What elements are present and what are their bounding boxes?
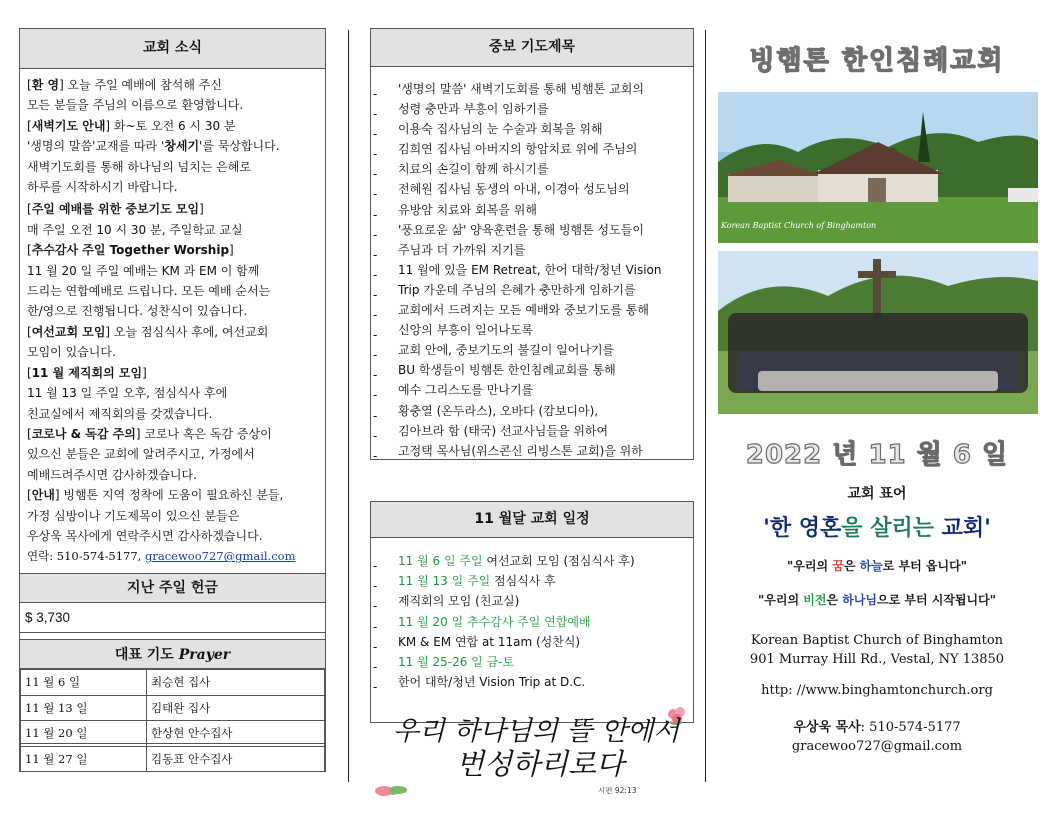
- middle-column: [370, 28, 694, 690]
- photo-caption: Korean Baptist Church of Binghamton: [721, 221, 877, 230]
- prayer-date: 11 월 6 일: [21, 670, 147, 696]
- news-line: 새벽기도회를 통해 하나님의 넘치는 은혜로: [27, 159, 251, 174]
- prayer-requests-box: [370, 28, 694, 460]
- calligraphy-verse: [390, 702, 690, 798]
- news-body: [20, 69, 325, 567]
- table-row: [21, 746, 325, 772]
- church-building-photo: [718, 92, 1038, 243]
- news-line: 모든 분들을 주님의 이름으로 환영합니다.: [27, 98, 244, 113]
- table-row: [21, 695, 325, 721]
- news-line: [코로나 & 독감 주의] 코로나 혹은 독감 증상이: [27, 426, 272, 441]
- list-item: - 11 월에 있을 EM Retreat, 한어 대학/청년 Vision: [371, 260, 687, 280]
- column-divider-left: [348, 30, 349, 782]
- pastor-contact: [716, 718, 1038, 756]
- left-column: [19, 28, 326, 766]
- news-title: 교회 소식: [20, 29, 325, 69]
- church-title: 빙햄톤 한인침례교회: [749, 46, 1005, 76]
- news-line: 하루를 시작하시기 바랍니다.: [27, 180, 178, 195]
- list-item: - KM & EM 연합 at 11am (성찬식): [371, 632, 689, 652]
- contact-email-link[interactable]: gracewoo727@gmail.com: [145, 549, 296, 564]
- congregation-photo: [718, 251, 1038, 414]
- list-item: - 교회에서 드려지는 모든 예배와 중보기도를 통해: [371, 300, 687, 320]
- calligraphy-line1: 우리 하나님의 뜰 안에서: [392, 716, 680, 747]
- news-line: [11 월 제직회의 모임]: [27, 365, 147, 380]
- prayer-name: 김동표 안수집사: [147, 746, 325, 772]
- list-item: - 유방암 치료와 회복을 위해: [371, 200, 687, 220]
- table-row: [21, 670, 325, 696]
- news-line: [추수감사 주일 Together Worship]: [27, 243, 234, 258]
- calligraphy-line2: 번성하리로다: [455, 747, 625, 781]
- church-website[interactable]: http: //www.binghamtonchurch.org: [761, 683, 993, 698]
- prayer-date: 11 월 27 일: [21, 746, 147, 772]
- news-line: [환 영] 오늘 주일 예배에 참석해 주신: [27, 78, 222, 92]
- list-item: - 11 월 25-26 일 금-토: [371, 652, 689, 672]
- flower-icon: [372, 782, 412, 800]
- news-line: 매 주일 오전 10 시 30 분, 주일학교 교실: [27, 222, 243, 237]
- list-item: - 주님과 더 가까워 지기를: [371, 240, 687, 260]
- schedule-title: 11 월달 교회 일정: [371, 502, 693, 538]
- bulletin-date: 2022 년 11 월 6 일: [745, 440, 1009, 470]
- list-item: - '생명의 말씀' 새벽기도회를 통해 빙햄톤 교회의: [371, 79, 687, 99]
- church-address: [716, 631, 1038, 669]
- news-line: 우상욱 목사에게 연락주시면 감사하겠습니다.: [27, 528, 263, 543]
- requests-list: [371, 67, 693, 461]
- prayer-section: [19, 636, 326, 772]
- schedule-list: [371, 538, 693, 692]
- news-line: 드리는 연합예배로 드립니다. 모든 예배 순서는: [27, 284, 271, 299]
- vision-line-1: "우리의 꿈은 하늘로 부터 옵니다": [787, 559, 967, 573]
- offering-title: 지난 주일 헌금: [20, 573, 325, 603]
- list-item: - '풍요로운 삶' 양육훈련을 통해 빙햄톤 성도들이: [371, 220, 687, 240]
- list-item: - 11 월 13 일 주일 점심식사 후: [371, 571, 689, 591]
- table-row: [21, 721, 325, 747]
- list-item: - 치료의 손길이 함께 하시기를: [371, 159, 687, 179]
- list-item: - 11 월 20 일 추수감사 주일 연합예배: [371, 612, 689, 632]
- news-line: 한/영으로 진행됩니다. 성찬식이 있습니다.: [27, 304, 248, 319]
- pastor-email[interactable]: gracewoo727@gmail.com: [791, 739, 963, 754]
- news-line: [여선교회 모임] 오늘 점심식사 후에, 여선교회: [27, 324, 269, 339]
- list-item: - BU 학생들이 빙햄톤 한인침례교회를 통해: [371, 360, 687, 380]
- church-motto: '한 영혼을 살리는 교회': [763, 516, 991, 541]
- church-street-address: 901 Murray Hill Rd., Vestal, NY 13850: [749, 652, 1005, 667]
- calligraphy-ref: 시편 92:13: [598, 786, 637, 795]
- list-item: - 황충열 (온두라스), 오바다 (캄보디아),: [371, 401, 687, 421]
- prayer-date: 11 월 20 일: [21, 721, 147, 747]
- list-item: - Trip 가운데 주님의 은혜가 충만하게 임하기를: [371, 280, 687, 300]
- prayer-name: 한상현 안수집사: [147, 721, 325, 747]
- requests-title: 중보 기도제목: [371, 29, 693, 67]
- motto-label: 교회 표어: [847, 486, 907, 502]
- news-line: [안내] 빙햄톤 지역 정착에 도움이 필요하신 분들,: [27, 488, 284, 503]
- church-name-en: Korean Baptist Church of Binghamton: [750, 633, 1004, 648]
- list-item: - 한어 대학/청년 Vision Trip at D.C.: [371, 672, 689, 692]
- news-line: [새벽기도 안내] 화~토 오전 6 시 30 분: [27, 118, 236, 133]
- contact-line: 연락: 510-574-5177, gracewoo727@gmail.com: [27, 549, 296, 564]
- news-line: '생명의 말씀'교재를 따라 '창세기'를 묵상합니다.: [27, 139, 280, 154]
- prayer-date: 11 월 13 일: [21, 695, 147, 721]
- prayer-name: 김태완 집사: [147, 695, 325, 721]
- list-item: - 김희연 집사님 아버지의 항암치료 위에 주님의: [371, 139, 687, 159]
- prayer-table: [20, 669, 325, 772]
- news-line: 예배드려주시면 감사하겠습니다.: [27, 467, 197, 482]
- offering-section: [19, 573, 326, 633]
- pastor-phone: : 510-574-5177: [860, 720, 961, 735]
- vision-line-2: "우리의 비전은 하나님으로 부터 시작됩니다": [758, 593, 996, 607]
- news-line: 11 월 13 일 주일 오후, 점심식사 후에: [27, 386, 228, 401]
- schedule-box: [370, 501, 694, 723]
- news-line: 가정 심방이나 기도제목이 있으신 분들은: [27, 508, 240, 523]
- list-item: - 고정택 목사님(위스콘신 리빙스톤 교회)을 위하: [371, 441, 687, 461]
- news-line: [주일 예배를 위한 중보기도 모임]: [27, 202, 204, 217]
- offering-amount: $ 3,730: [20, 603, 325, 633]
- prayer-name: 최승현 집사: [147, 670, 325, 696]
- list-item: - 성령 충만과 부흥이 임하기를: [371, 99, 687, 119]
- list-item: - 이용숙 집사님의 눈 수술과 회복을 위해: [371, 119, 687, 139]
- news-line: 친교실에서 제직회의를 갖겠습니다.: [27, 406, 213, 421]
- list-item: - 신앙의 부흥이 일어나도록: [371, 320, 687, 340]
- news-line: 11 월 20 일 주일 예배는 KM 과 EM 이 함께: [27, 263, 260, 278]
- list-item: - 예수 그리스도를 만나기를: [371, 380, 687, 400]
- list-item: - 전혜원 집사님 동생의 아내, 이경아 성도님의: [371, 179, 687, 199]
- prayer-title: 대표 기도 Prayer: [20, 639, 325, 669]
- list-item: - 김아브라 함 (태국) 선교사님들을 위하여: [371, 421, 687, 441]
- pastor-name: 우상욱 목사: [793, 720, 861, 735]
- list-item: - 교회 안에, 중보기도의 불길이 일어나기를: [371, 340, 687, 360]
- list-item: - 11 월 6 일 주일 여선교회 모임 (점심식사 후): [371, 551, 689, 571]
- news-line: 모임이 있습니다.: [27, 345, 116, 360]
- list-item: - 제직회의 모임 (친교실): [371, 591, 689, 611]
- news-line: 있으신 분들은 교회에 알려주시고, 가정에서: [27, 447, 255, 462]
- column-divider-right: [705, 30, 706, 782]
